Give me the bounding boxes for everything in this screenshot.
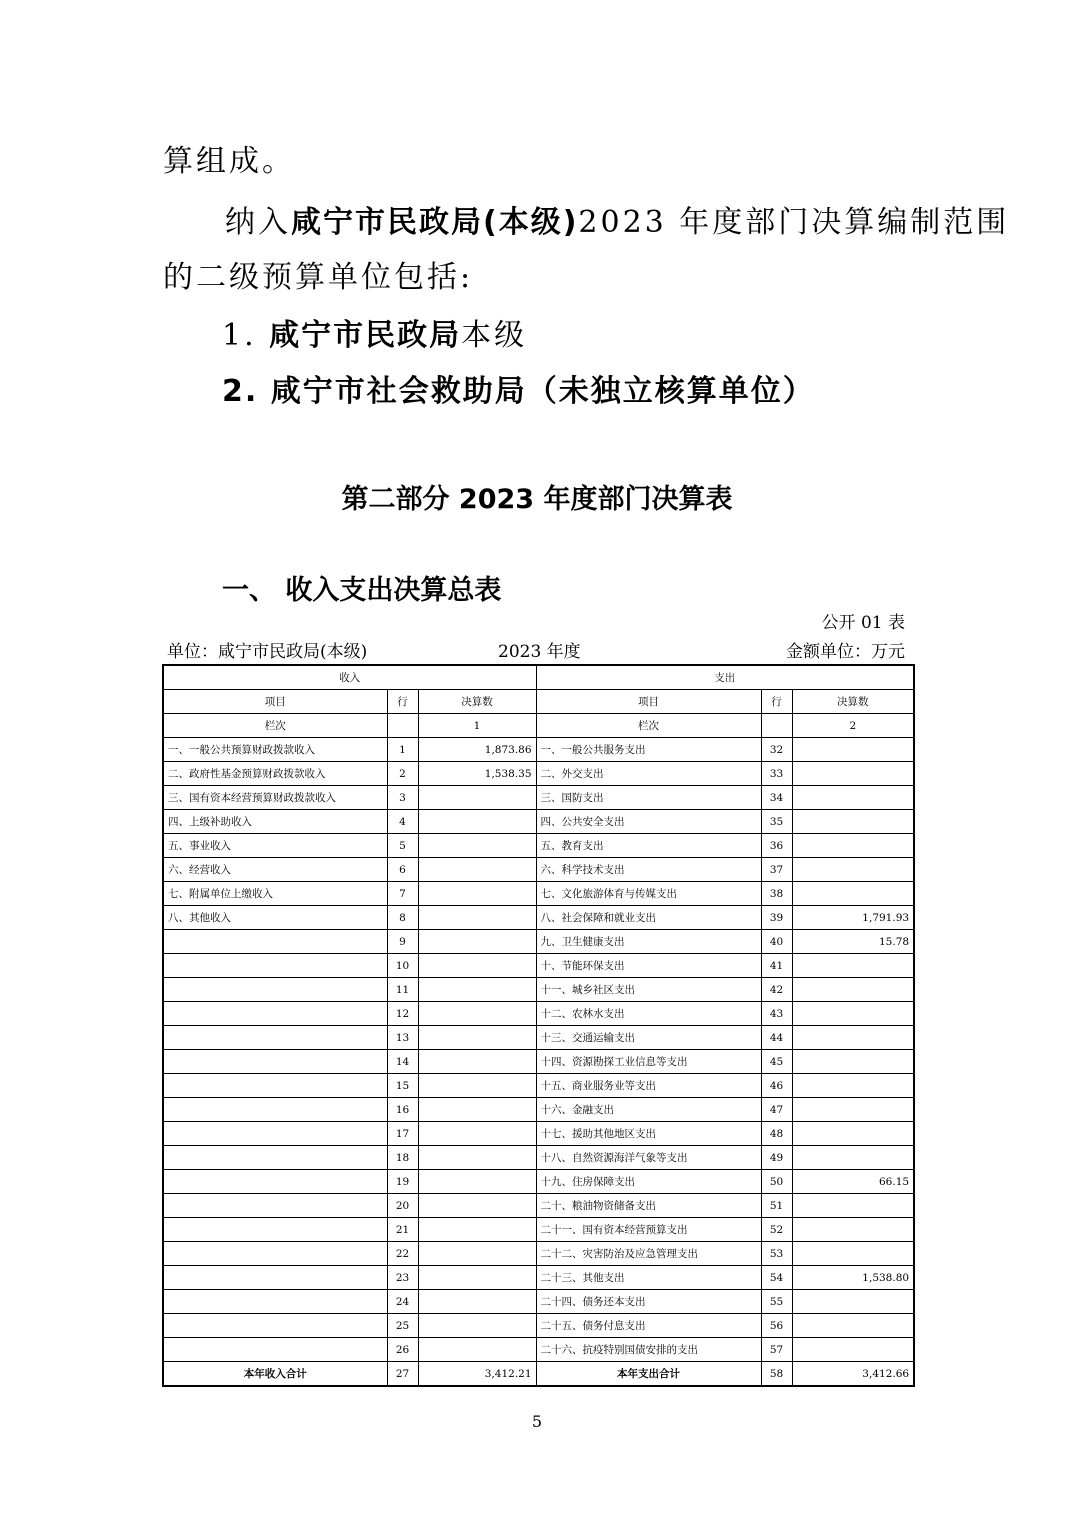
table-column-header-row [163,690,914,714]
income-row-number: 18 [387,1146,418,1170]
expense-amount [792,1290,914,1314]
income-amount [418,1266,536,1290]
unit-label: 单位：咸宁市民政局(本级) [167,642,368,662]
expense-col-row-empty [761,714,792,738]
expense-total-label: 本年支出合计 [536,1362,761,1387]
expense-item: 七、文化旅游体育与传媒支出 [536,882,761,906]
expense-amount [792,762,914,786]
expense-amount [792,1122,914,1146]
page-number: 5 [531,1412,543,1431]
income-amount [418,1002,536,1026]
income-amount [418,1146,536,1170]
list-item-1-name: 咸宁市民政局 [269,318,462,353]
expense-amount [792,1194,914,1218]
expense-item: 十九、住房保障支出 [536,1170,761,1194]
income-amount [418,882,536,906]
expense-row-number: 46 [761,1074,792,1098]
income-amount [418,1338,536,1362]
income-row-number: 19 [387,1170,418,1194]
income-row-number: 7 [387,882,418,906]
part-title: 第二部分 2023 年度部门决算表 [341,484,733,515]
money-unit-label: 金额单位：万元 [786,642,905,662]
income-item: 六、经营收入 [163,858,387,882]
table-row [163,978,914,1002]
income-item [163,1194,387,1218]
income-item [163,1026,387,1050]
expense-row-number: 49 [761,1146,792,1170]
income-item [163,1002,387,1026]
expense-item: 四、公共安全支出 [536,810,761,834]
list-item-1 [222,310,527,354]
list-item-2: 2. 咸宁市社会救助局（未独立核算单位） [222,374,815,409]
table-row [163,810,914,834]
income-amount [418,1122,536,1146]
table-row [163,762,914,786]
income-row-number: 12 [387,1002,418,1026]
expense-row-number: 32 [761,738,792,762]
income-header: 收入 [163,665,536,690]
table-row [163,906,914,930]
income-amount [418,834,536,858]
income-row-number: 23 [387,1266,418,1290]
expense-amount: 1,538.80 [792,1266,914,1290]
income-row-number: 20 [387,1194,418,1218]
expense-amount [792,738,914,762]
expense-row-number: 48 [761,1122,792,1146]
expense-item: 二十六、抗疫特别国债安排的支出 [536,1338,761,1362]
expense-row-number: 53 [761,1242,792,1266]
expense-amount: 15.78 [792,930,914,954]
table-row [163,834,914,858]
form-number: 公开 01 表 [821,613,905,633]
expense-row-number: 50 [761,1170,792,1194]
income-col-label: 栏次 [163,714,387,738]
income-total-row-number: 27 [387,1362,418,1387]
income-amount: 1,873.86 [418,738,536,762]
expense-row-number: 35 [761,810,792,834]
expense-row-number: 33 [761,762,792,786]
table-row [163,1074,914,1098]
expense-item: 十七、援助其他地区支出 [536,1122,761,1146]
expense-item: 一、一般公共服务支出 [536,738,761,762]
income-item [163,1338,387,1362]
table-row [163,1194,914,1218]
income-item [163,930,387,954]
expense-row-number: 54 [761,1266,792,1290]
income-item [163,1290,387,1314]
expense-row-number: 52 [761,1218,792,1242]
expense-item: 十一、城乡社区支出 [536,978,761,1002]
table-row [163,882,914,906]
income-item [163,1050,387,1074]
expense-amount [792,882,914,906]
expense-amount [792,1338,914,1362]
table-row [163,1050,914,1074]
expense-row-number: 51 [761,1194,792,1218]
expense-row-number: 56 [761,1314,792,1338]
income-row-header: 行 [387,690,418,714]
income-row-number: 16 [387,1098,418,1122]
expense-amount [792,1146,914,1170]
income-amount [418,954,536,978]
income-col-row-empty [387,714,418,738]
table-row [163,738,914,762]
expense-item: 二十一、国有资本经营预算支出 [536,1218,761,1242]
income-amount [418,1314,536,1338]
table-column-index-row [163,714,914,738]
expense-row-number: 55 [761,1290,792,1314]
income-row-number: 26 [387,1338,418,1362]
income-amount [418,786,536,810]
expense-row-number: 37 [761,858,792,882]
expense-item: 十二、农林水支出 [536,1002,761,1026]
income-col-number: 1 [418,714,536,738]
expense-row-number: 47 [761,1098,792,1122]
expense-row-number: 42 [761,978,792,1002]
expense-header: 支出 [536,665,914,690]
table-row [163,1218,914,1242]
paragraph-3: 的二级预算单位包括: [163,260,474,295]
income-row-number: 5 [387,834,418,858]
expense-row-header: 行 [761,690,792,714]
income-row-number: 1 [387,738,418,762]
income-item [163,1146,387,1170]
income-expense-table [162,664,915,1387]
expense-row-number: 36 [761,834,792,858]
income-amount [418,1218,536,1242]
table-row [163,930,914,954]
expense-amount [792,954,914,978]
expense-item: 十六、金融支出 [536,1098,761,1122]
income-amount [418,978,536,1002]
income-item [163,1266,387,1290]
expense-amount [792,834,914,858]
expense-item: 二、外交支出 [536,762,761,786]
income-row-number: 10 [387,954,418,978]
income-total-label: 本年收入合计 [163,1362,387,1387]
income-item: 五、事业收入 [163,834,387,858]
table-row [163,1266,914,1290]
year-label: 2023 年度 [498,642,581,662]
income-item [163,1170,387,1194]
table-row [163,1002,914,1026]
income-item [163,1218,387,1242]
section-title: 一、 收入支出决算总表 [222,575,502,606]
expense-row-number: 44 [761,1026,792,1050]
income-row-number: 9 [387,930,418,954]
expense-item: 十四、资源勘探工业信息等支出 [536,1050,761,1074]
income-amount [418,1242,536,1266]
expense-row-number: 40 [761,930,792,954]
income-amount-header: 决算数 [418,690,536,714]
income-amount [418,1098,536,1122]
expense-row-number: 43 [761,1002,792,1026]
income-row-number: 6 [387,858,418,882]
income-row-number: 4 [387,810,418,834]
expense-amount [792,1074,914,1098]
expense-amount: 1,791.93 [792,906,914,930]
expense-item: 八、社会保障和就业支出 [536,906,761,930]
table-total-row [163,1362,914,1387]
expense-col-label: 栏次 [536,714,761,738]
income-item [163,1074,387,1098]
income-row-number: 25 [387,1314,418,1338]
expense-item: 三、国防支出 [536,786,761,810]
expense-item: 二十三、其他支出 [536,1266,761,1290]
table-row [163,1170,914,1194]
expense-item: 九、卫生健康支出 [536,930,761,954]
expense-total-amount: 3,412.66 [792,1362,914,1387]
expense-item: 二十、粮油物资储备支出 [536,1194,761,1218]
expense-amount [792,786,914,810]
income-amount [418,906,536,930]
income-item [163,1122,387,1146]
expense-item: 十五、商业服务业等支出 [536,1074,761,1098]
table-row [163,1026,914,1050]
income-amount [418,1050,536,1074]
income-item [163,978,387,1002]
income-row-number: 2 [387,762,418,786]
expense-amount [792,858,914,882]
income-amount [418,930,536,954]
income-item: 七、附属单位上缴收入 [163,882,387,906]
income-item: 四、上级补助收入 [163,810,387,834]
table-row [163,1122,914,1146]
paragraph-1: 算组成。 [163,144,295,179]
income-amount [418,810,536,834]
table-group-header-row [163,665,914,690]
income-amount [418,1290,536,1314]
p2-unit-name: 咸宁市民政局(本级) [291,205,579,240]
table-row [163,1146,914,1170]
expense-item: 二十五、债务付息支出 [536,1314,761,1338]
table-row [163,1242,914,1266]
table-row [163,858,914,882]
expense-row-number: 38 [761,882,792,906]
expense-item: 二十四、债务还本支出 [536,1290,761,1314]
expense-amount [792,1218,914,1242]
expense-item-header: 项目 [536,690,761,714]
list-item-1-suffix: 本级 [461,318,528,353]
income-row-number: 15 [387,1074,418,1098]
paragraph-2 [225,197,1009,241]
income-row-number: 8 [387,906,418,930]
income-row-number: 3 [387,786,418,810]
table-row [163,1338,914,1362]
expense-row-number: 39 [761,906,792,930]
p2-post: 2023 年度部门决算编制范围 [578,205,1010,240]
income-item: 八、其他收入 [163,906,387,930]
expense-amount [792,810,914,834]
expense-col-number: 2 [792,714,914,738]
income-amount: 1,538.35 [418,762,536,786]
table-row [163,1314,914,1338]
expense-amount-header: 决算数 [792,690,914,714]
income-amount [418,1074,536,1098]
expense-total-row-number: 58 [761,1362,792,1387]
table-row [163,954,914,978]
expense-item: 二十二、灾害防治及应急管理支出 [536,1242,761,1266]
expense-amount [792,1098,914,1122]
income-amount [418,858,536,882]
list-item-1-number: 1. [222,318,270,353]
income-item [163,954,387,978]
expense-item: 十三、交通运输支出 [536,1026,761,1050]
expense-item: 六、科学技术支出 [536,858,761,882]
expense-row-number: 57 [761,1338,792,1362]
expense-item: 十、节能环保支出 [536,954,761,978]
expense-amount [792,1242,914,1266]
income-amount [418,1170,536,1194]
income-item: 二、政府性基金预算财政拨款收入 [163,762,387,786]
expense-row-number: 45 [761,1050,792,1074]
income-amount [418,1194,536,1218]
expense-item: 五、教育支出 [536,834,761,858]
income-item [163,1314,387,1338]
table-row [163,786,914,810]
income-item-header: 项目 [163,690,387,714]
p2-pre: 纳入 [225,205,291,240]
income-row-number: 14 [387,1050,418,1074]
expense-amount [792,978,914,1002]
income-row-number: 24 [387,1290,418,1314]
income-item: 三、国有资本经营预算财政拨款收入 [163,786,387,810]
expense-row-number: 34 [761,786,792,810]
expense-amount: 66.15 [792,1170,914,1194]
income-row-number: 21 [387,1218,418,1242]
income-item: 一、一般公共预算财政拨款收入 [163,738,387,762]
income-amount [418,1026,536,1050]
expense-row-number: 41 [761,954,792,978]
income-total-amount: 3,412.21 [418,1362,536,1387]
income-item [163,1098,387,1122]
expense-amount [792,1026,914,1050]
expense-amount [792,1002,914,1026]
income-row-number: 17 [387,1122,418,1146]
expense-item: 十八、自然资源海洋气象等支出 [536,1146,761,1170]
expense-amount [792,1050,914,1074]
income-row-number: 11 [387,978,418,1002]
table-row [163,1098,914,1122]
expense-amount [792,1314,914,1338]
income-row-number: 13 [387,1026,418,1050]
income-item [163,1242,387,1266]
income-row-number: 22 [387,1242,418,1266]
table-row [163,1290,914,1314]
